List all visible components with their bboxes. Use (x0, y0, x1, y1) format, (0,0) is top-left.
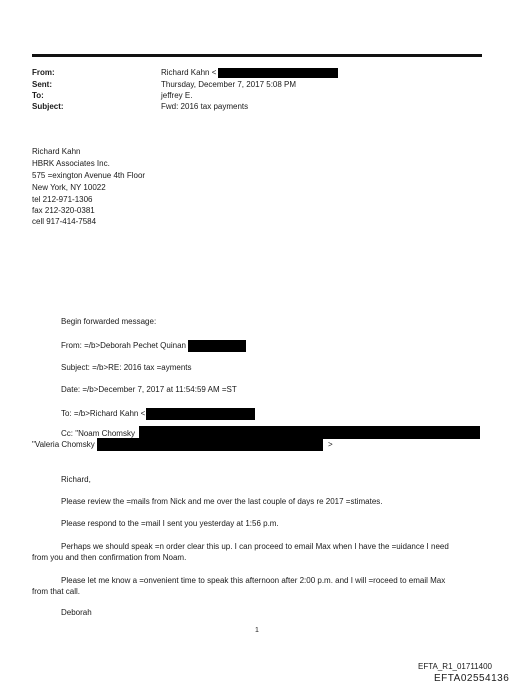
from-text: Richard Kahn < (161, 68, 217, 78)
redaction-box (218, 68, 338, 78)
forward-date: Date: =/b>December 7, 2017 at 11:54:59 AM =ST (61, 385, 237, 394)
message-paragraph: Please respond to the =mail I sent you yesterday at 1:56 p.m. (61, 519, 279, 528)
sent-value: Thursday, December 7, 2017 5:08 PM (161, 80, 297, 89)
forward-cc-end: > (328, 440, 333, 449)
redaction-box (146, 408, 255, 420)
redaction-box (188, 340, 246, 352)
to-label: To: (32, 91, 44, 100)
signature-line: 575 =exington Avenue 4th Floor (32, 171, 146, 180)
forward-from (61, 340, 246, 352)
from-value (161, 68, 338, 78)
signature-line: cell 917-414-7584 (32, 217, 97, 226)
footer-code: EFTA02554136 (434, 673, 510, 684)
signature-line: New York, NY 10022 (32, 183, 106, 192)
forward-begin: Begin forwarded message: (61, 317, 157, 326)
sent-label: Sent: (32, 80, 52, 89)
forward-cc-continued: "Valeria Chomsky (32, 440, 95, 449)
to-value: jeffrey E. (161, 91, 193, 100)
message-greeting: Richard, (61, 475, 91, 484)
redaction-box (97, 438, 323, 451)
signature-line: tel 212-971-1306 (32, 195, 93, 204)
forward-to-text: To: =/b>Richard Kahn < (61, 409, 146, 419)
forward-from-text: From: =/b>Deborah Pechet Quinan (61, 341, 186, 351)
footer-code: EFTA_R1_01711400 (418, 662, 492, 671)
message-paragraph: Please review the =mails from Nick and me over the last couple of days re 2017 =stimates. (61, 497, 383, 506)
subject-value: Fwd: 2016 tax payments (161, 102, 249, 111)
subject-label: Subject: (32, 102, 64, 111)
signature-line: fax 212-320-0381 (32, 206, 95, 215)
forward-cc: Cc: "Noam Chomsky (61, 429, 135, 438)
forward-to (61, 408, 255, 420)
message-closing: Deborah (61, 608, 92, 617)
message-paragraph: Perhaps we should speak =n order clear this up. I can proceed to email Max when I have the =uidance I need (61, 542, 449, 551)
signature-line: Richard Kahn (32, 147, 81, 156)
forward-subject: Subject: =/b>RE: 2016 tax =ayments (61, 363, 192, 372)
from-label: From: (32, 68, 55, 77)
message-paragraph-continued: from you and then confirmation from Noam. (32, 553, 187, 562)
header-rule (32, 54, 482, 57)
message-paragraph-continued: from that call. (32, 587, 81, 596)
message-paragraph: Please let me know a =onvenient time to speak this afternoon after 2:00 p.m. and I will =roceed to email Max (61, 576, 446, 585)
signature-line: HBRK Associates Inc. (32, 159, 110, 168)
page-number: 1 (255, 627, 259, 634)
